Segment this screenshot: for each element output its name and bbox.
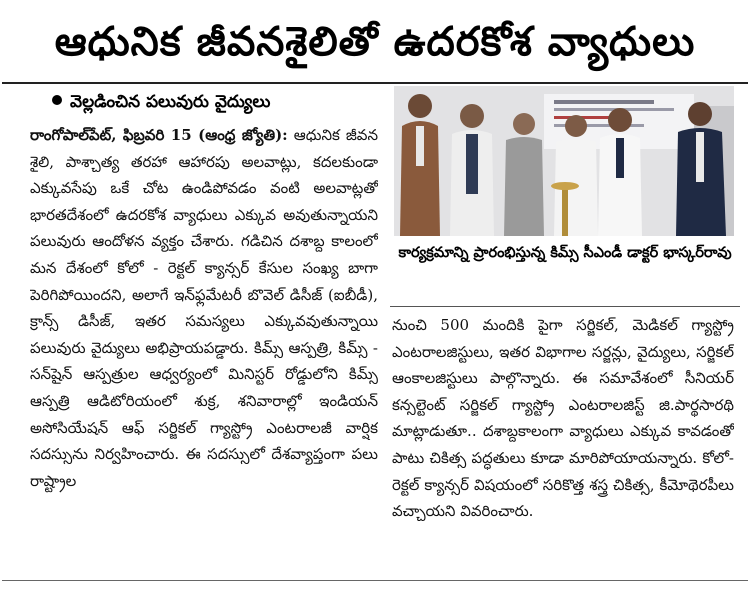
photo-caption: కార్యక్రమాన్ని ప్రారంభిస్తున్న కిమ్స్ సీఎండీ డాక్టర్ భాస్కర్‌రావు bbox=[398, 245, 732, 261]
article-column-right bbox=[392, 312, 734, 574]
headline: ఆధునిక జీవనశైలితో ఉదరకోశ వ్యాధులు bbox=[54, 19, 696, 65]
article-column-left bbox=[30, 122, 378, 572]
event-photo-illustration bbox=[394, 86, 734, 236]
article-body-right: నుంచి 500 మందికి పైగా సర్జికల్, మెడికల్ గ్యాస్ట్రో ఎంటరాలజిస్టులు, ఇతర విభాగాల సర్జన్లు, వైద్యులు, సర్జికల్ ఆంకాలజిస్టులు పాల్గొన్నారు. ఈ సమావేశంలో సీనియర్ కన్సల్టెంట్ సర్జికల్ గ్యాస్ట్రో ఎంటరాలజిస్ట్ జి.పార్థసారథి మాట్లాడుతూ.. దశాబ్దకాలంగా వ్యాధులు ఎక్కువ కావడంతో పాటు చికిత్స పద్ధతులు కూడా మారిపోయాయన్నారు. కోలో- రెక్టల్ క్యాన్సర్ విషయంలో సరికొత్త శస్త్ర చికిత్స, కీమోథెరపీలు వచ్చాయని వివరించారు. bbox=[392, 316, 734, 521]
dateline: రాంగోపాల్‌పేట్, ఫిబ్రవరి 15 (ఆంధ్ర జ్యోతి): bbox=[30, 126, 288, 144]
article-body-left: ఆధునిక జీవన శైలి, పాశ్చాత్య తరహా ఆహారపు అలవాట్లు, కదలకుండా ఎక్కువసేపు ఒకే చోట ఉండిపోవడం వంటి అలవాట్లతో భారతదేశంలో ఉదరకోశ వ్యాధులు ఎక్కువ అవుతున్నాయని పలువురు ఆందోళన వ్యక్తం చేశారు. గడిచిన దశాబ్ద కాలంలో మన దేశంలో కోలో - రెక్టల్ క్యాన్సర్ కేసుల సంఖ్య బాగా పెరిగిపోయిందని, అలాగే ఇన్‌ఫ్లమేటరీ బొవెల్ డిసీజ్ (ఐబీడీ), క్రాన్స్ డిసీజ్, ఇతర సమస్యలు ఎక్కువవుతున్నాయి పలువురు వైద్యులు అభిప్రాయపడ్డారు. కిమ్స్ ఆస్పత్రి, కిమ్స్ - సన్‌షైన్ ఆస్పత్రుల ఆధ్వర్యంలో మినిస్టర్ రోడ్డులోని కిమ్స్ ఆస్పత్రి ఆడిటోరియంలో శుక్ర, శనివారాల్లో ఇండియన్ అసోసియేషన్ ఆఫ్ సర్జికల్ గ్యాస్ట్రో ఎంటరాలజీ వార్షిక సదస్సును నిర్వహించారు. ఈ సదస్సులో దేశవ్యాప్తంగా పలు రాష్ట్రాల bbox=[30, 126, 378, 490]
bullet-icon bbox=[52, 95, 62, 105]
caption-divider bbox=[390, 306, 740, 307]
bottom-border bbox=[2, 580, 748, 581]
event-photo bbox=[394, 86, 734, 236]
subheadline-text: వెల్లడించిన పలువురు వైద్యులు bbox=[70, 92, 271, 112]
headline-divider bbox=[2, 82, 748, 84]
subheadline bbox=[52, 88, 270, 116]
